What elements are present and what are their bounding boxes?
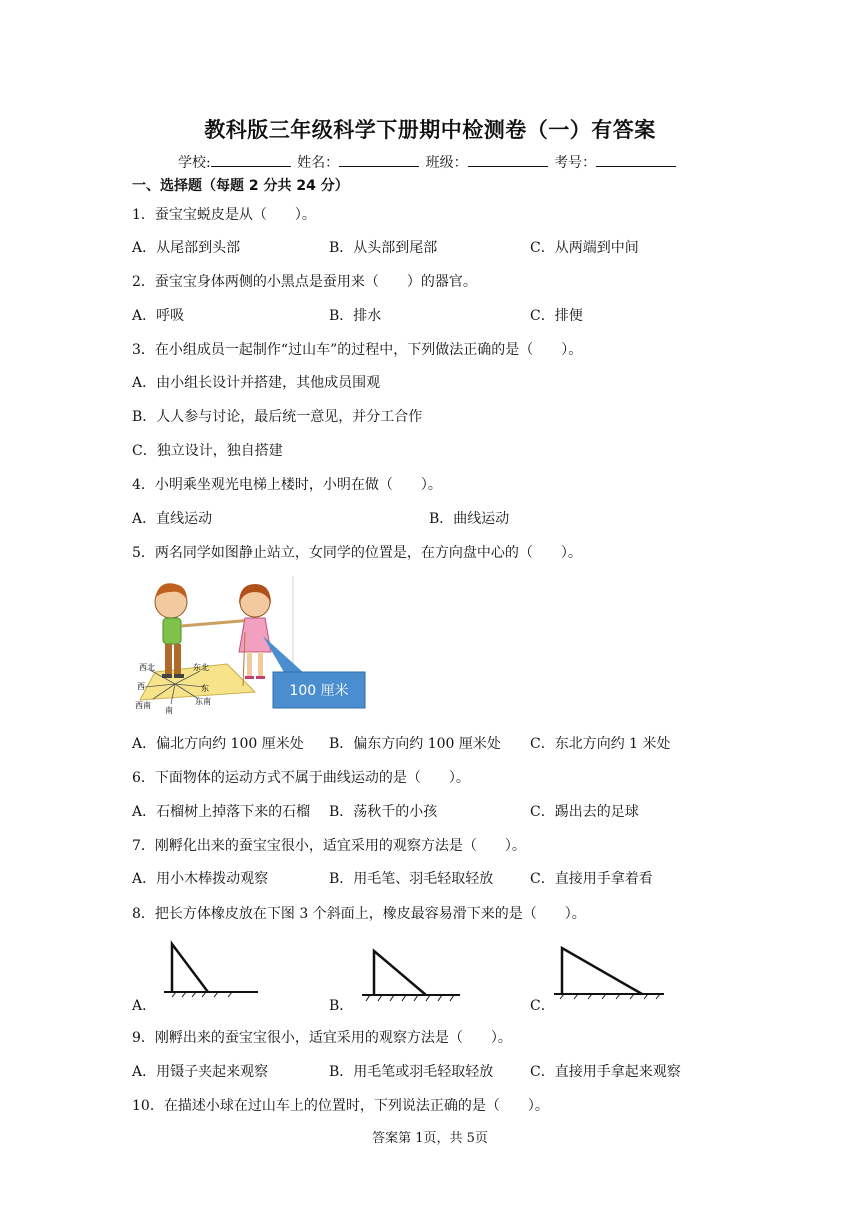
q6-option-a: A．石榴树上掉落下来的石榴 <box>132 804 311 820</box>
q10-stem: 10．在描述小球在过山车上的位置时，下列说法正确的是（ ）。 <box>132 1098 549 1114</box>
q7-option-b: B．用毛笔、羽毛轻取轻放 <box>329 871 494 887</box>
q8-option-c: C． <box>530 998 555 1014</box>
dir-label-sw: 西南 <box>135 701 151 710</box>
slope-figure-c <box>552 940 668 1000</box>
q5-option-b: B．偏东方向约 100 厘米处 <box>329 736 501 752</box>
dir-label-ne: 东北 <box>193 663 209 672</box>
q1-option-a: A．从尾部到头部 <box>132 240 241 256</box>
q6-option-c: C．踢出去的足球 <box>530 804 639 820</box>
q6-stem: 6．下面物体的运动方式不属于曲线运动的是（ ）。 <box>132 770 470 786</box>
boy-figure <box>155 583 187 678</box>
q3-option-b: B．人人参与讨论，最后统一意见，并分工合作 <box>132 409 423 425</box>
q5-figure <box>135 574 370 720</box>
name-label: 姓名： <box>297 155 340 171</box>
q4-option-b: B．曲线运动 <box>429 511 510 527</box>
q7-option-c: C．直接用手拿着看 <box>530 871 653 887</box>
page-title: 教科版三年级科学下册期中检测卷（一）有答案 <box>204 118 656 142</box>
school-blank[interactable] <box>211 152 291 167</box>
q3-option-a: A．由小组长设计并搭建，其他成员围观 <box>132 375 381 391</box>
slope-figure-b <box>360 945 465 1003</box>
slope-figure-a <box>162 940 262 998</box>
q8-option-a: A． <box>132 998 157 1014</box>
q5-stem: 5．两名同学如图静止站立，女同学的位置是，在方向盘中心的（ ）。 <box>132 545 582 561</box>
dir-label-e: 东 <box>201 684 209 693</box>
q9-option-c: C．直接用手拿起来观察 <box>530 1064 681 1080</box>
q9-option-b: B．用毛笔或羽毛轻取轻放 <box>329 1064 494 1080</box>
q7-stem: 7．刚孵化出来的蚕宝宝很小，适宜采用的观察方法是（ ）。 <box>132 838 526 854</box>
girl-figure <box>239 584 271 686</box>
q9-option-a: A．用镊子夹起来观察 <box>132 1064 269 1080</box>
q3-stem: 3．在小组成员一起制作“过山车”的过程中，下列做法正确的是（ ）。 <box>132 342 583 358</box>
class-blank[interactable] <box>468 152 548 167</box>
callout-pointer <box>263 636 305 674</box>
exam-no-label: 考号： <box>554 155 597 171</box>
dir-label-w: 西 <box>137 682 145 691</box>
q2-option-c: C．排便 <box>530 308 583 324</box>
exam-no-blank[interactable] <box>596 152 676 167</box>
q5-option-c: C．东北方向约 1 米处 <box>530 736 671 752</box>
q5-option-a: A．偏北方向约 100 厘米处 <box>132 736 304 752</box>
student-info-line <box>178 152 678 172</box>
section-title: 一、选择题（每题 2 分共 24 分） <box>132 178 349 194</box>
callout-text: 100 厘米 <box>289 683 349 699</box>
q8-option-b: B． <box>329 998 354 1014</box>
q9-stem: 9．刚孵出来的蚕宝宝很小，适宜采用的观察方法是（ ）。 <box>132 1030 512 1046</box>
tape-measure <box>181 620 253 626</box>
q7-option-a: A．用小木棒拨动观察 <box>132 871 269 887</box>
q2-option-b: B．排水 <box>329 308 382 324</box>
q4-stem: 4．小明乘坐观光电梯上楼时，小明在做（ ）。 <box>132 477 442 493</box>
q4-option-a: A．直线运动 <box>132 511 213 527</box>
class-label: 班级： <box>425 155 468 171</box>
q3-option-c: C．独立设计，独自搭建 <box>132 443 283 459</box>
q6-option-b: B．荡秋千的小孩 <box>329 804 438 820</box>
q2-option-a: A．呼吸 <box>132 308 185 324</box>
q1-option-c: C．从两端到中间 <box>530 240 639 256</box>
dir-label-nw: 西北 <box>139 663 155 672</box>
name-blank[interactable] <box>339 152 419 167</box>
q1-option-b: B．从头部到尾部 <box>329 240 438 256</box>
page-footer: 答案第 1页，共 5页 <box>372 1131 488 1146</box>
q8-stem: 8．把长方体橡皮放在下图 3 个斜面上，橡皮最容易滑下来的是（ ）。 <box>132 906 586 922</box>
dir-label-s: 南 <box>165 706 173 715</box>
dir-label-se: 东南 <box>195 697 211 706</box>
school-label: 学校: <box>178 155 211 171</box>
q2-stem: 2．蚕宝宝身体两侧的小黑点是蚕用来（ ）的器官。 <box>132 274 477 290</box>
q1-stem: 1．蚕宝宝蜕皮是从（ ）。 <box>132 207 316 223</box>
